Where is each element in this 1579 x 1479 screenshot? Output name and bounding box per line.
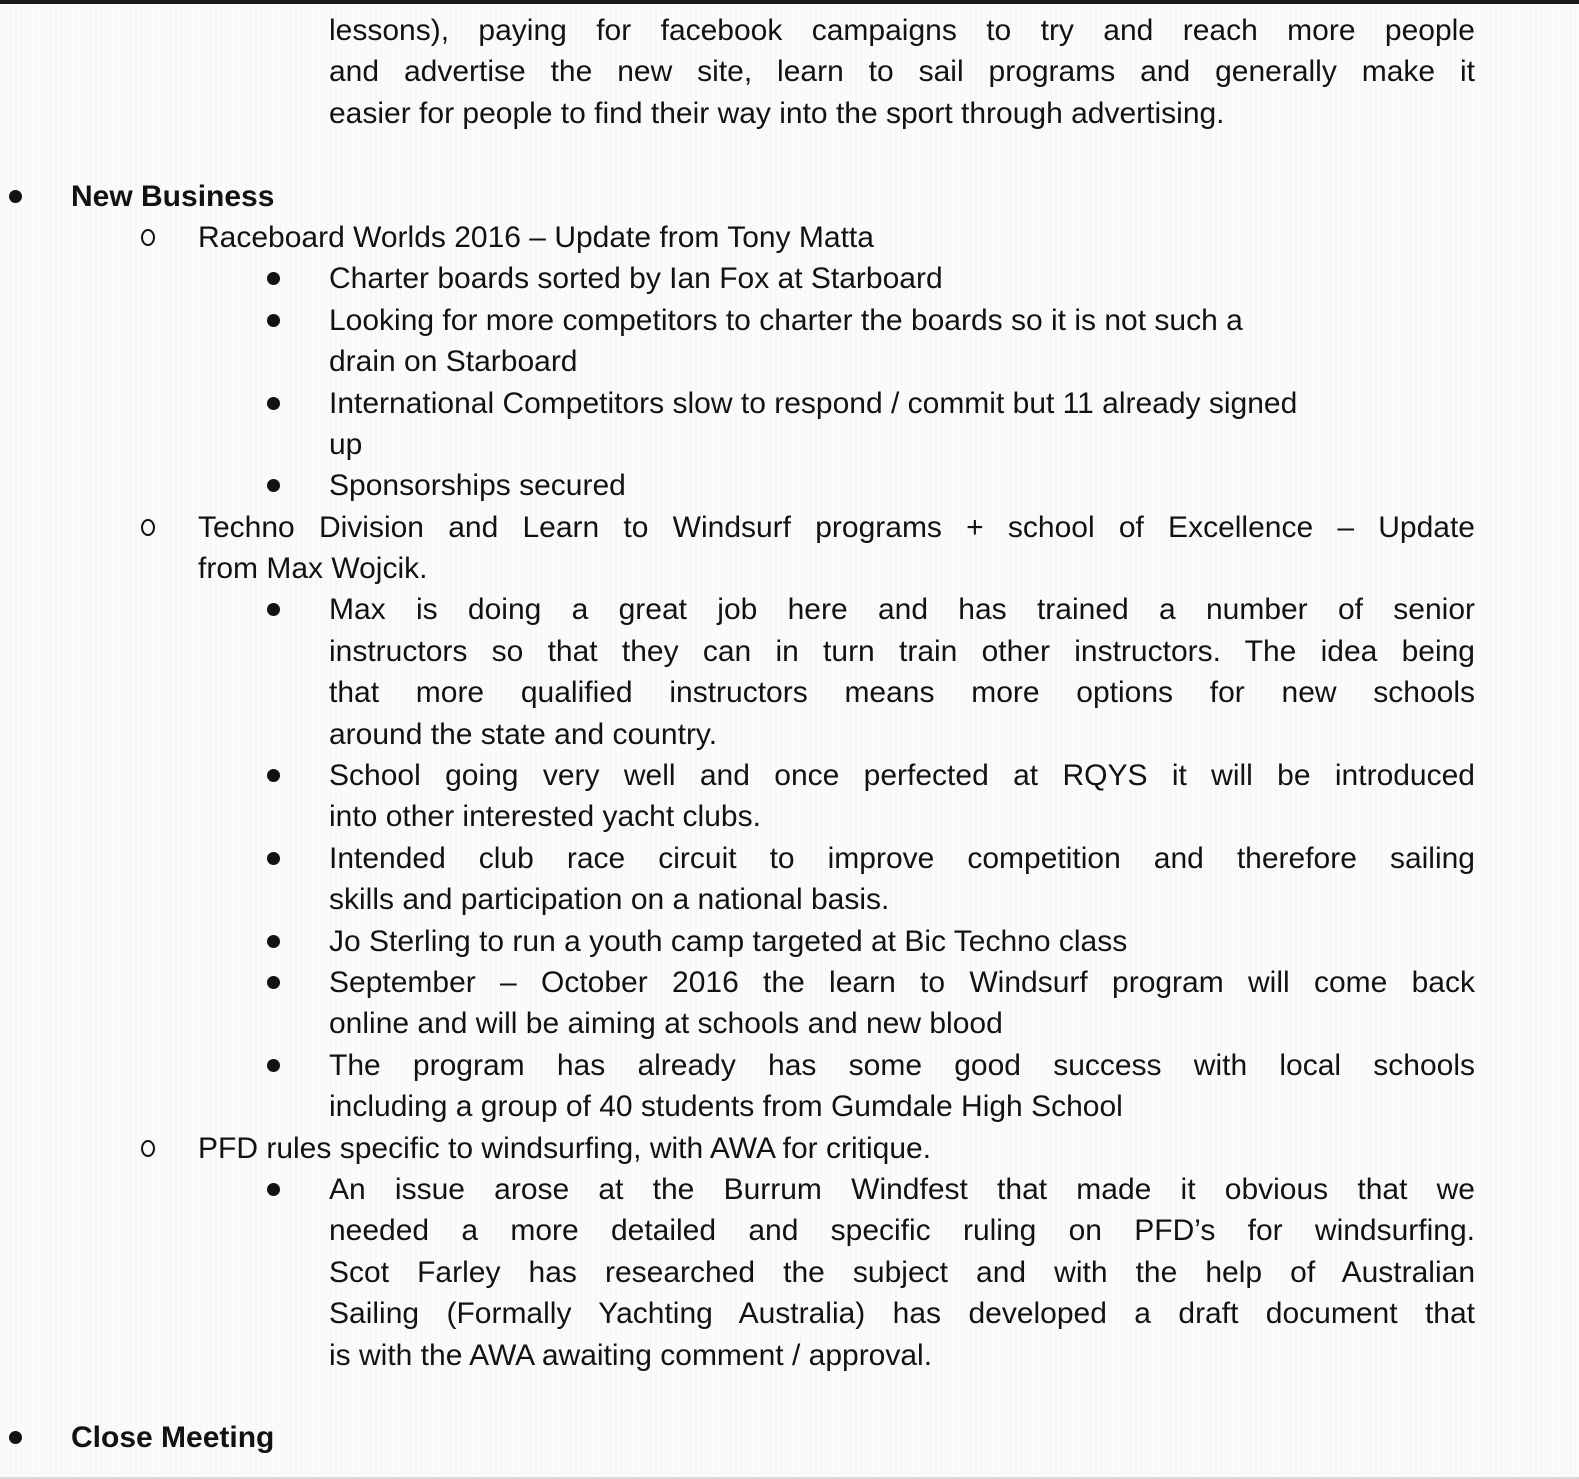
text-line: and advertise the new site, learn to sail programs and generally make it <box>329 55 1475 89</box>
disc-bullet-icon <box>267 976 280 989</box>
list-item <box>329 1169 1475 1376</box>
list-item <box>71 176 1475 217</box>
circle-bullet-icon <box>141 1140 155 1157</box>
text-line: Looking for more competitors to charter the boards so it is not such a <box>329 303 1243 337</box>
disc-bullet-icon <box>267 852 280 865</box>
circle-bullet-icon <box>141 519 155 536</box>
disc-bullet-icon <box>9 1431 22 1444</box>
text-line: that more qualified instructors means more options for new schools <box>329 676 1475 710</box>
text-line: Sailing (Formally Yachting Australia) has developed a draft document that <box>329 1297 1475 1331</box>
disc-bullet-icon <box>267 603 280 616</box>
text-line: including a group of 40 students from Gumdale High School <box>329 1090 1123 1124</box>
list-item <box>329 838 1475 921</box>
text-line: easier for people to find their way into the sport through advertising. <box>329 96 1225 130</box>
disc-bullet-icon <box>267 314 280 327</box>
disc-bullet-icon <box>267 935 280 948</box>
disc-bullet-icon <box>267 272 280 285</box>
list-item <box>329 1045 1475 1128</box>
list-item <box>329 962 1475 1045</box>
list-item <box>329 383 1475 466</box>
list-item <box>71 1417 1475 1458</box>
text-line: needed a more detailed and specific ruling on PFD’s for windsurfing. <box>329 1214 1475 1248</box>
text-line: Max is doing a great job here and has trained a number of senior <box>329 593 1475 627</box>
text-line: up <box>329 427 363 461</box>
disc-bullet-icon <box>9 190 22 203</box>
text-line: lessons), paying for facebook campaigns to try and reach more people <box>329 14 1475 47</box>
blank-line <box>0 1376 1579 1417</box>
text-line: is with the AWA awaiting comment / approval. <box>329 1338 933 1372</box>
text-line: Raceboard Worlds 2016 – Update from Tony Matta <box>198 220 874 254</box>
text-line: drain on Starboard <box>329 345 578 379</box>
text-line: skills and participation on a national basis. <box>329 883 890 917</box>
text-line: Techno Division and Learn to Windsurf programs + school of Excellence – Update <box>198 510 1475 544</box>
text-line: online and will be aiming at schools and new blood <box>329 1007 1003 1041</box>
text-line: around the state and country. <box>329 717 718 751</box>
disc-bullet-icon <box>267 1059 280 1072</box>
circle-bullet-icon <box>141 229 155 246</box>
text-line: Charter boards sorted by Ian Fox at Starboard <box>329 262 943 296</box>
text-line: New Business <box>71 179 275 213</box>
text-line: The program has already has some good success with local schools <box>329 1048 1475 1082</box>
list-item <box>329 300 1475 383</box>
text-line: Jo Sterling to run a youth camp targeted at Bic Techno class <box>329 924 1128 958</box>
text-line: International Competitors slow to respond / commit but 11 already signed <box>329 386 1298 420</box>
list-item <box>329 465 1475 506</box>
list-item <box>329 921 1475 962</box>
list-item <box>198 1128 1475 1169</box>
disc-bullet-icon <box>267 1183 280 1196</box>
list-item <box>198 217 1475 258</box>
text-line: Intended club race circuit to improve competition and therefore sailing <box>329 841 1475 875</box>
blank-line <box>0 134 1579 175</box>
document-body <box>0 10 1579 1459</box>
text-line: Sponsorships secured <box>329 469 626 503</box>
text-line: School going very well and once perfected at RQYS it will be introduced <box>329 759 1475 793</box>
disc-bullet-icon <box>267 769 280 782</box>
text-line: Close Meeting <box>71 1421 275 1455</box>
text-line: September – October 2016 the learn to Windsurf program will come back <box>329 965 1475 999</box>
text-line: from Max Wojcik. <box>198 552 428 586</box>
paragraph <box>329 10 1475 134</box>
list-item <box>329 589 1475 755</box>
text-line: Scot Farley has researched the subject and with the help of Australian <box>329 1255 1475 1289</box>
list-item <box>329 258 1475 299</box>
text-line: into other interested yacht clubs. <box>329 800 761 834</box>
text-line: An issue arose at the Burrum Windfest that made it obvious that we <box>329 1172 1475 1206</box>
list-item <box>198 507 1475 590</box>
text-line: instructors so that they can in turn train other instructors. The idea being <box>329 634 1475 668</box>
disc-bullet-icon <box>267 397 280 410</box>
disc-bullet-icon <box>267 479 280 492</box>
list-item <box>329 755 1475 838</box>
text-line: PFD rules specific to windsurfing, with AWA for critique. <box>198 1131 932 1165</box>
